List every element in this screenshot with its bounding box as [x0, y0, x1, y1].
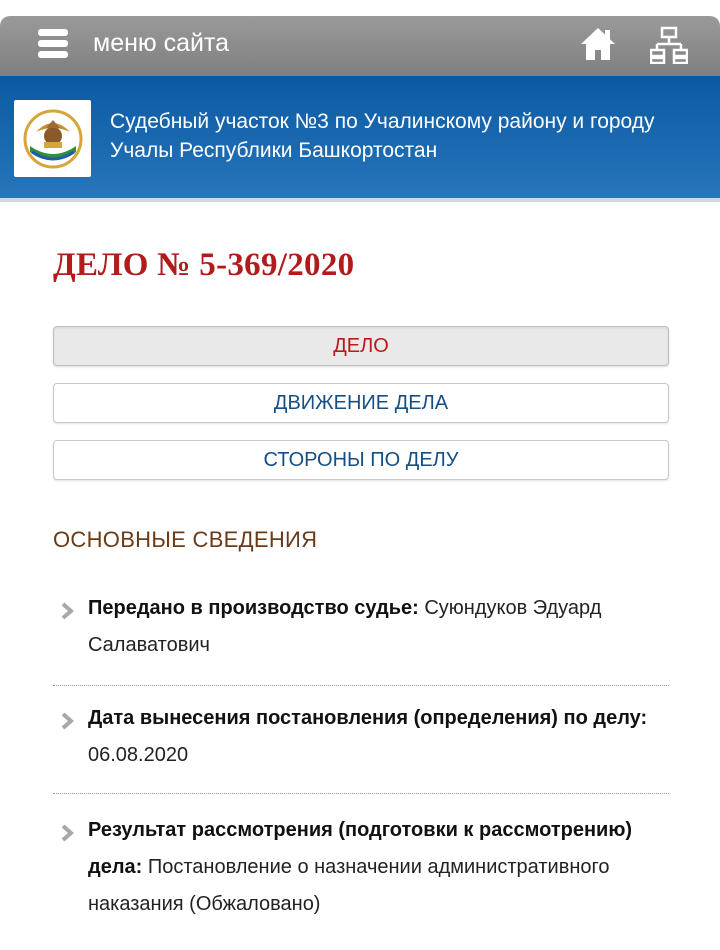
info-label: Результат рассмотрения (подготовки к рассмотрению) дела: [88, 819, 633, 878]
bashkortostan-emblem-icon [22, 108, 84, 170]
hamburger-menu-icon[interactable] [38, 29, 68, 59]
info-text [88, 590, 668, 664]
site-menu-label[interactable]: меню сайта [93, 29, 230, 57]
chevron-right-icon [60, 824, 74, 842]
case-title: ДЕЛО № 5-369/2020 [53, 247, 355, 283]
site-menu-bar [0, 16, 720, 76]
sitemap-icon[interactable] [650, 26, 688, 64]
info-item-result [53, 812, 669, 932]
section-heading-main-info: ОСНОВНЫЕ СВЕДЕНИЯ [53, 527, 318, 552]
home-icon[interactable] [580, 26, 616, 62]
tab-case-movement[interactable]: ДВИЖЕНИЕ ДЕЛА [53, 383, 669, 423]
court-emblem-logo[interactable] [14, 100, 91, 177]
court-name: Судебный участок №3 по Учалинскому району и городу Учалы Республики Башкортостан [110, 110, 655, 162]
info-value: Постановление о назначении административного наказания (Обжаловано) [88, 856, 610, 915]
chevron-right-icon [60, 602, 74, 620]
info-value: 06.08.2020 [88, 744, 189, 766]
info-label: Дата вынесения постановления (определения) по делу: [88, 707, 648, 729]
court-header [0, 76, 720, 202]
chevron-right-icon [60, 712, 74, 730]
tab-case[interactable]: ДЕЛО [53, 326, 669, 366]
info-text [88, 812, 668, 923]
info-item-decision-date [53, 700, 669, 794]
info-value: Суюндуков Эдуард Салаватович [88, 597, 602, 656]
info-text [88, 700, 668, 774]
info-label: Передано в производство судье: [88, 597, 419, 619]
tab-case-parties[interactable]: СТОРОНЫ ПО ДЕЛУ [53, 440, 669, 480]
info-item-judge [53, 590, 669, 686]
